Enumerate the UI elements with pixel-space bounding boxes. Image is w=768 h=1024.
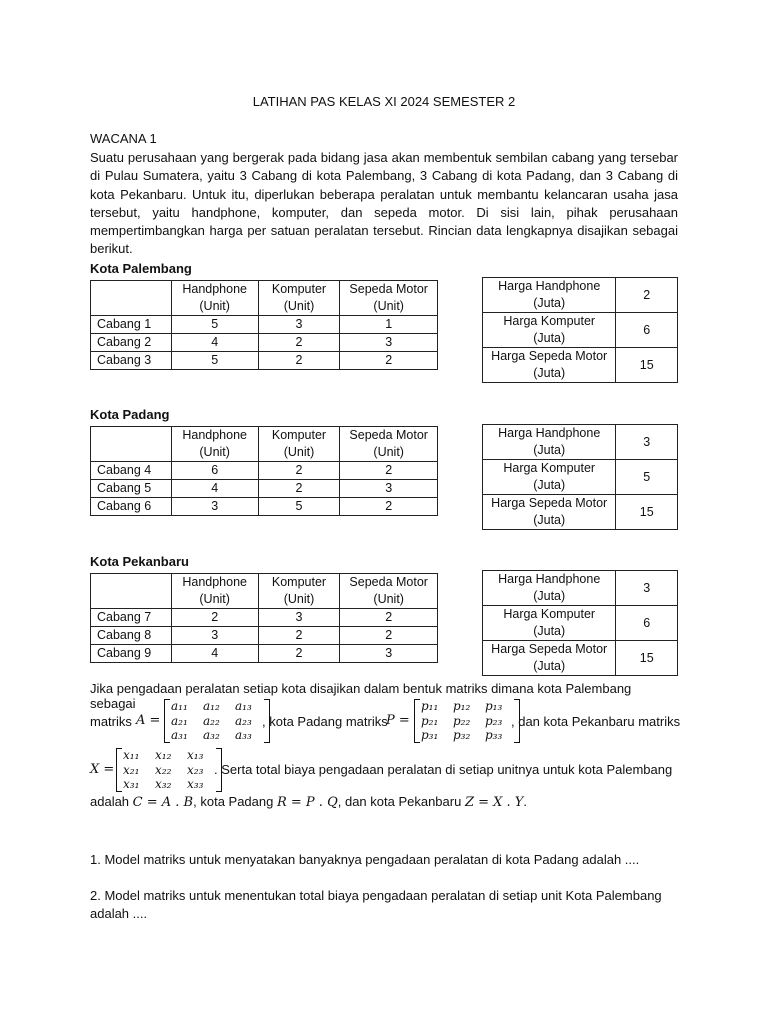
matrix-cell: p₁₁: [421, 699, 439, 713]
matrix-cell: a₂₁: [171, 713, 188, 728]
matrix-cell: x₁₂: [155, 748, 172, 762]
question-2: 2. Model matriks untuk menentukan total biaya pengadaan peralatan di setiap unit Kota Palembang adalah ....: [90, 888, 662, 922]
matrix-cell: a₃₃: [235, 728, 252, 742]
price-table-padang: [482, 424, 678, 530]
matrix-cell: x₁₃: [187, 748, 204, 762]
matrix-x-label: X =: [90, 762, 115, 777]
matrix-cell: a₃₁: [171, 728, 188, 742]
matrix-cell: p₃₁: [421, 728, 439, 742]
intro-paragraph: Suatu perusahaan yang bergerak pada bidang jasa akan membentuk sembilan cabang yang tersebar di Pulau Sumatera, yaitu 3 Cabang di kota Palembang, 3 Cabang di kota Padang, dan 3 Cabang di kota Pekanbaru. Untuk itu, diperlukan beberapa peralatan untuk membantu kelancaran usaha jasa tersebut, yaitu handphone, komputer, dan sepeda motor. Di sisi lain, pihak perusahaan mempertimbangkan harga per satuan peralatan tersebut. Rincian data lengkapnya disajikan sebagai berikut.: [90, 150, 678, 257]
matrix-cell: p₃₂: [453, 728, 471, 742]
city-heading-palembang: Kota Palembang: [90, 261, 192, 276]
formula-c: C = A . B: [132, 795, 194, 810]
formula-line: adalah C = A . B, kota Padang R = P . Q, dan kota Pekanbaru Z = X . Y.: [90, 794, 528, 810]
table-row: Harga Komputer (Juta) 5: [483, 460, 678, 495]
matrix-x: [116, 748, 222, 792]
matrix-cell: a₁₁: [171, 699, 188, 713]
table-row: Cabang 7 2 3 2: [91, 609, 438, 627]
matrix-cell: x₂₃: [187, 762, 204, 777]
matrix-cell: x₃₂: [155, 777, 172, 791]
table-row: Harga Sepeda Motor (Juta) 15: [483, 495, 678, 530]
table-row: Cabang 6 3 5 2: [91, 498, 438, 516]
price-table-palembang: [482, 277, 678, 383]
matrix-cell: a₁₂: [203, 699, 220, 713]
question-1: 1. Model matriks untuk menyatakan banyaknya pengadaan peralatan di kota Padang adalah ....: [90, 852, 640, 867]
matrix-cell: p₃₃: [485, 728, 503, 742]
matrix-cell: a₃₂: [203, 728, 220, 742]
formula-z: Z = X . Y: [464, 795, 524, 810]
matrix-cell: x₂₁: [123, 762, 140, 777]
table-header-row: Handphone (Unit) Komputer (Unit) Sepeda Motor (Unit): [91, 574, 438, 609]
matrix-cell: p₂₂: [453, 713, 471, 728]
unit-table-palembang: [90, 280, 438, 370]
price-table-pekanbaru: [482, 570, 678, 676]
table-row: Harga Handphone (Juta) 3: [483, 425, 678, 460]
page-title: LATIHAN PAS KELAS XI 2024 SEMESTER 2: [252, 94, 516, 109]
matrix-cell: p₂₃: [485, 713, 503, 728]
table-row: Cabang 3 5 2 2: [91, 352, 438, 370]
matrix-cell: x₃₃: [187, 777, 204, 791]
table-row: Cabang 8 3 2 2: [91, 627, 438, 645]
unit-table-pekanbaru: [90, 573, 438, 663]
matrix-text: , dan kota Pekanbaru matriks: [511, 714, 681, 729]
matrix-cell: a₂₃: [235, 713, 252, 728]
table-row: Harga Komputer (Juta) 6: [483, 606, 678, 641]
table-row: Cabang 1 5 3 1: [91, 316, 438, 334]
matrix-p-label: P =: [386, 713, 410, 728]
formula-r: R = P . Q: [276, 795, 338, 810]
matrix-cell: x₃₁: [123, 777, 140, 791]
table-row: Cabang 2 4 2 3: [91, 334, 438, 352]
table-row: Cabang 5 4 2 3: [91, 480, 438, 498]
matrix-cell: p₂₁: [421, 713, 439, 728]
matrix-cell: p₁₃: [485, 699, 503, 713]
table-header-row: Handphone (Unit) Komputer (Unit) Sepeda Motor (Unit): [91, 427, 438, 462]
unit-table-padang: [90, 426, 438, 516]
matrix-cell: x₂₂: [155, 762, 172, 777]
table-row: Harga Sepeda Motor (Juta) 15: [483, 348, 678, 383]
matrix-text: , kota Padang matriks: [262, 714, 388, 729]
matrix-a: [164, 699, 270, 743]
section-label: WACANA 1: [90, 131, 157, 146]
table-row: Harga Sepeda Motor (Juta) 15: [483, 641, 678, 676]
matrix-text: . Serta total biaya pengadaan peralatan di setiap unitnya untuk kota Palembang: [214, 762, 673, 777]
city-heading-padang: Kota Padang: [90, 407, 170, 422]
matrix-intro-line: Jika pengadaan peralatan setiap kota disajikan dalam bentuk matriks dimana kota Palembang sebagai: [90, 681, 632, 711]
matrix-cell: a₂₂: [203, 713, 220, 728]
table-row: Harga Handphone (Juta) 2: [483, 278, 678, 313]
matrix-text: matriks: [90, 714, 132, 729]
matrix-p: [414, 699, 520, 743]
matrix-cell: p₁₂: [453, 699, 471, 713]
table-row: Harga Komputer (Juta) 6: [483, 313, 678, 348]
table-row: Cabang 9 4 2 3: [91, 645, 438, 663]
matrix-a-label: A =: [136, 713, 161, 728]
table-row: Harga Handphone (Juta) 3: [483, 571, 678, 606]
matrix-cell: x₁₁: [123, 748, 140, 762]
table-header-row: Handphone (Unit) Komputer (Unit) Sepeda Motor (Unit): [91, 281, 438, 316]
matrix-cell: a₁₃: [235, 699, 252, 713]
city-heading-pekanbaru: Kota Pekanbaru: [90, 554, 189, 569]
table-row: Cabang 4 6 2 2: [91, 462, 438, 480]
